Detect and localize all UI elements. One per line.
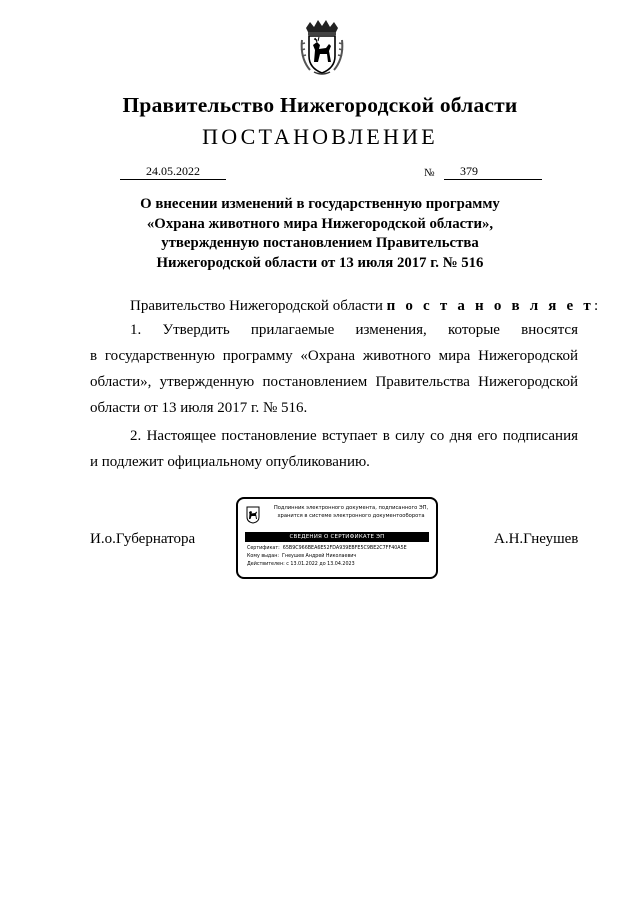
stamp-header	[268, 505, 434, 520]
paragraph-1-line: области», утвержденную постановлением Правительства Нижегородской	[90, 374, 578, 390]
stamp-validity-row: Действителен: с 13.01.2022 до 13.04.2023	[247, 562, 355, 567]
signer-position: И.о.Губернатора	[90, 531, 196, 547]
document-subject	[110, 195, 530, 273]
paragraph-1-line: области от 13 июля 2017 г. № 516.	[90, 400, 308, 416]
preamble-text: Правительство Нижегородской области	[130, 298, 387, 314]
signer-name: А.Н.Гнеушев	[494, 531, 579, 547]
preamble-decree-word: п о с т а н о в л я е т	[386, 298, 594, 314]
paragraph-1-line: в государственную программу «Охрана животного мира Нижегородской	[90, 348, 578, 364]
subject-line: «Охрана животного мира Нижегородской области»,	[146, 215, 494, 232]
stamp-certificate-row	[247, 546, 407, 552]
stamp-issued-value: Гнеушев Андрей Николаевич	[282, 554, 357, 559]
subject-line: утвержденную постановлением Правительства	[161, 235, 479, 251]
document-number-value: 379	[460, 164, 478, 178]
paragraph-1-line: 1. Утвердить прилагаемые изменения, которые вносятся	[130, 322, 578, 338]
document-date: 24.05.2022	[120, 164, 226, 180]
stamp-issued-row	[247, 554, 356, 560]
subject-line: Нижегородской области от 13 июля 2017 г. № 516	[156, 254, 484, 271]
preamble-colon: :	[593, 298, 599, 314]
subject-line: О внесении изменений в государственную программу	[140, 196, 500, 212]
stamp-emblem-icon	[246, 506, 260, 524]
coat-of-arms-icon	[300, 18, 344, 76]
stamp-issued-label: Кому выдан:	[247, 554, 279, 559]
stamp-header-line: Подлинник электронного документа, подписанного ЭП,	[273, 505, 429, 511]
document-number	[444, 164, 542, 180]
stamp-certificate-banner: СВЕДЕНИЯ О СЕРТИФИКАТЕ ЭП	[245, 532, 429, 542]
government-title: Правительство Нижегородской области	[122, 93, 518, 117]
stamp-certificate-value: 65B9C966BEA6E52FDA939EBFE5C9BE2C7FF40A5E	[282, 546, 407, 551]
document-type: ПОСТАНОВЛЕНИЕ	[202, 124, 438, 149]
stamp-header-line: хранится в системе электронного документооборота	[277, 512, 425, 519]
electronic-signature-stamp	[236, 497, 438, 579]
preamble	[130, 298, 598, 315]
paragraph-2-line: 2. Настоящее постановление вступает в силу со дня его подписания	[130, 428, 578, 444]
stamp-certificate-label: Сертификат:	[247, 546, 280, 551]
number-sign: №	[424, 167, 435, 179]
paragraph-2-line: и подлежит официальному опубликованию.	[90, 454, 370, 470]
